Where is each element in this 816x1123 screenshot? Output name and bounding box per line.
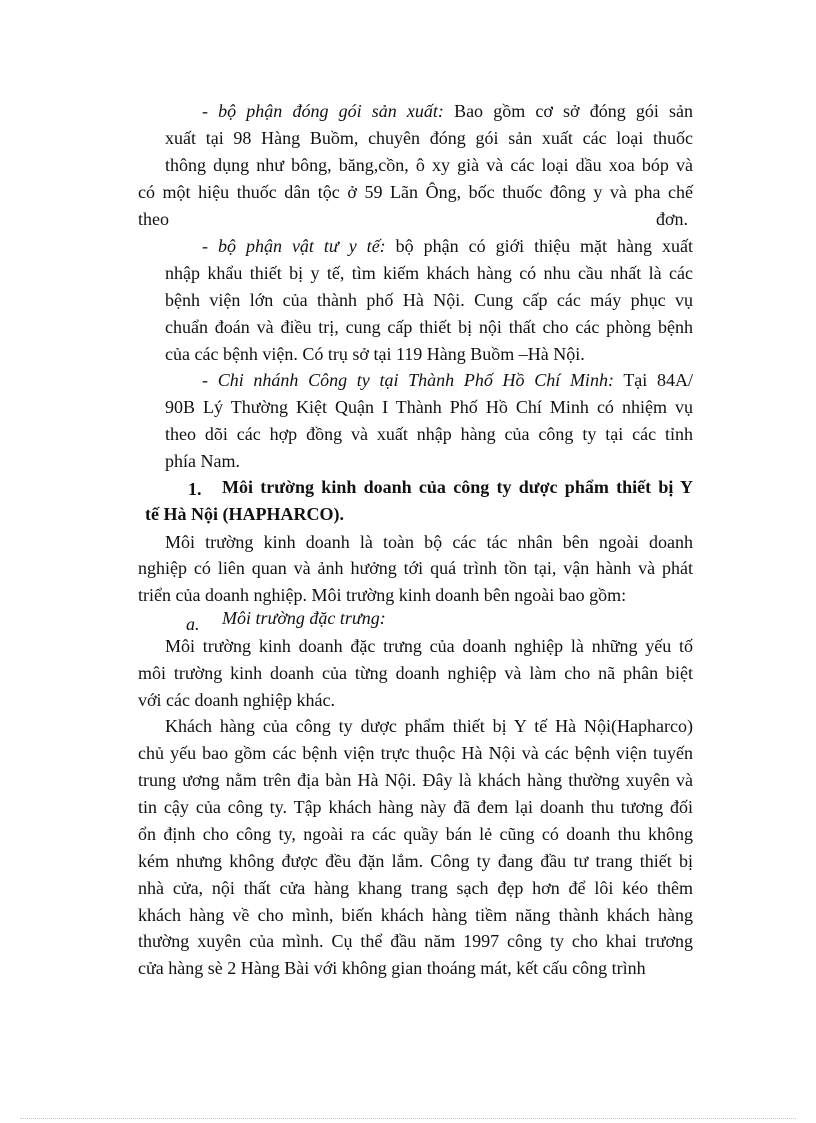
p2-bullet: - — [202, 236, 208, 256]
subheading-letter: a. — [186, 614, 200, 634]
p3-line-1 — [202, 369, 693, 391]
p6-line-7: nhà cửa, nội thất cửa hàng khang trang sạch đẹp hơn để lôi kéo thêm — [138, 878, 693, 898]
p4-line-2: nghiệp có liên quan và ảnh hưởng tới quá trình tồn tại, vận hành và phát — [138, 558, 693, 578]
section-heading-line-1: Môi trường kinh doanh của công ty dược phẩm thiết bị Y — [222, 477, 693, 497]
p2-line-2: nhập khẩu thiết bị y tế, tìm kiếm khách hàng có nhu cầu nhất là các — [165, 263, 693, 283]
p2-text-1: bộ phận có giới thiệu mặt hàng xuất — [395, 236, 693, 256]
p5-line-2: môi trường kinh doanh của từng doanh nghiệp và làm cho nã phân biệt — [138, 663, 693, 683]
p3-line-3: theo dõi các hợp đồng và xuất nhập hàng của công ty tại các tỉnh — [165, 424, 693, 444]
p1-bullet: - — [202, 101, 208, 121]
p6-line-5: ổn định cho công ty, ngoài ra các quầy bán lẻ cũng có doanh thu không — [138, 824, 693, 844]
page-footer-divider — [20, 1118, 796, 1119]
p4-line-1: Môi trường kinh doanh là toàn bộ các tác nhân bên ngoài doanh — [165, 532, 693, 552]
p2-line-1 — [202, 235, 693, 257]
section-number: 1. — [188, 479, 202, 499]
p1-text-1: Bao gồm cơ sở đóng gói sản — [454, 101, 693, 121]
p1-line-5a: theo — [138, 209, 169, 229]
p6-line-9: thường xuyên của mình. Cụ thể đầu năm 1997 công ty cho khai trương — [138, 931, 693, 951]
p6-line-8: khách hàng về cho mình, biến khách hàng tiềm năng thành khách hàng — [138, 905, 693, 925]
p1-line-3: thông dụng như bông, băng,cồn, ô xy già và các loại dầu xoa bóp và — [165, 155, 693, 175]
p4-line-3: triển của doanh nghiệp. Môi trường kinh doanh bên ngoài bao gồm: — [138, 585, 627, 605]
p5-line-1: Môi trường kinh doanh đặc trưng của doanh nghiệp là những yếu tố — [165, 636, 693, 656]
p3-bullet: - — [202, 370, 208, 390]
p5-line-3: với các doanh nghiệp khác. — [138, 690, 335, 710]
p6-line-10: cửa hàng sè 2 Hàng Bài với không gian thoáng mát, kết cấu công trình — [138, 958, 646, 978]
p2-line-3: bệnh viện lớn của thành phố Hà Nội. Cung cấp các máy phục vụ — [165, 290, 693, 310]
p3-text-1: Tại 84A/ — [623, 370, 693, 390]
p2-line-5: của các bệnh viện. Có trụ sở tại 119 Hàng Buồm –Hà Nội. — [165, 344, 585, 364]
p3-term: Chi nhánh Công ty tại Thành Phố Hồ Chí Minh: — [217, 370, 614, 390]
p1-line-2: xuất tại 98 Hàng Buồm, chuyên đóng gói sản xuất các loại thuốc — [165, 128, 693, 148]
p2-term: bộ phận vật tư y tế: — [217, 236, 386, 256]
p6-line-3: trung ương nằm trên địa bàn Hà Nội. Đây là khách hàng thường xuyên và — [138, 770, 693, 790]
p3-line-4: phía Nam. — [165, 451, 240, 471]
p3-line-2: 90B Lý Thường Kiệt Quận I Thành Phố Hồ Chí Minh có nhiệm vụ — [165, 397, 693, 417]
subheading-title: Môi trường đặc trưng: — [222, 608, 386, 628]
p6-line-1: Khách hàng của công ty dược phẩm thiết bị Y tế Hà Nội(Hapharco) — [165, 716, 693, 736]
p2-line-4: chuẩn đoán và điều trị, cung cấp thiết bị nội thất cho các phòng bệnh — [165, 317, 693, 337]
p1-term: bộ phận đóng gói sản xuất: — [218, 101, 444, 121]
p1-line-5b: đơn. — [656, 209, 689, 229]
p1-line-4: có một hiệu thuốc dân tộc ở 59 Lãn Ông, bốc thuốc đông y và pha chế — [138, 182, 693, 202]
p1-line-1 — [202, 100, 693, 122]
section-heading-line-2: tế Hà Nội (HAPHARCO). — [145, 504, 344, 524]
p6-line-4: tin cậy của công ty. Tập khách hàng này đã đem lại doanh thu tương đối — [138, 797, 693, 817]
p6-line-2: chủ yếu bao gồm các bệnh viện trực thuộc Hà Nội và các bệnh viện tuyến — [138, 743, 693, 763]
p6-line-6: kém nhưng không được đều đặn lắm. Công ty đang đầu tư trang thiết bị — [138, 851, 693, 871]
